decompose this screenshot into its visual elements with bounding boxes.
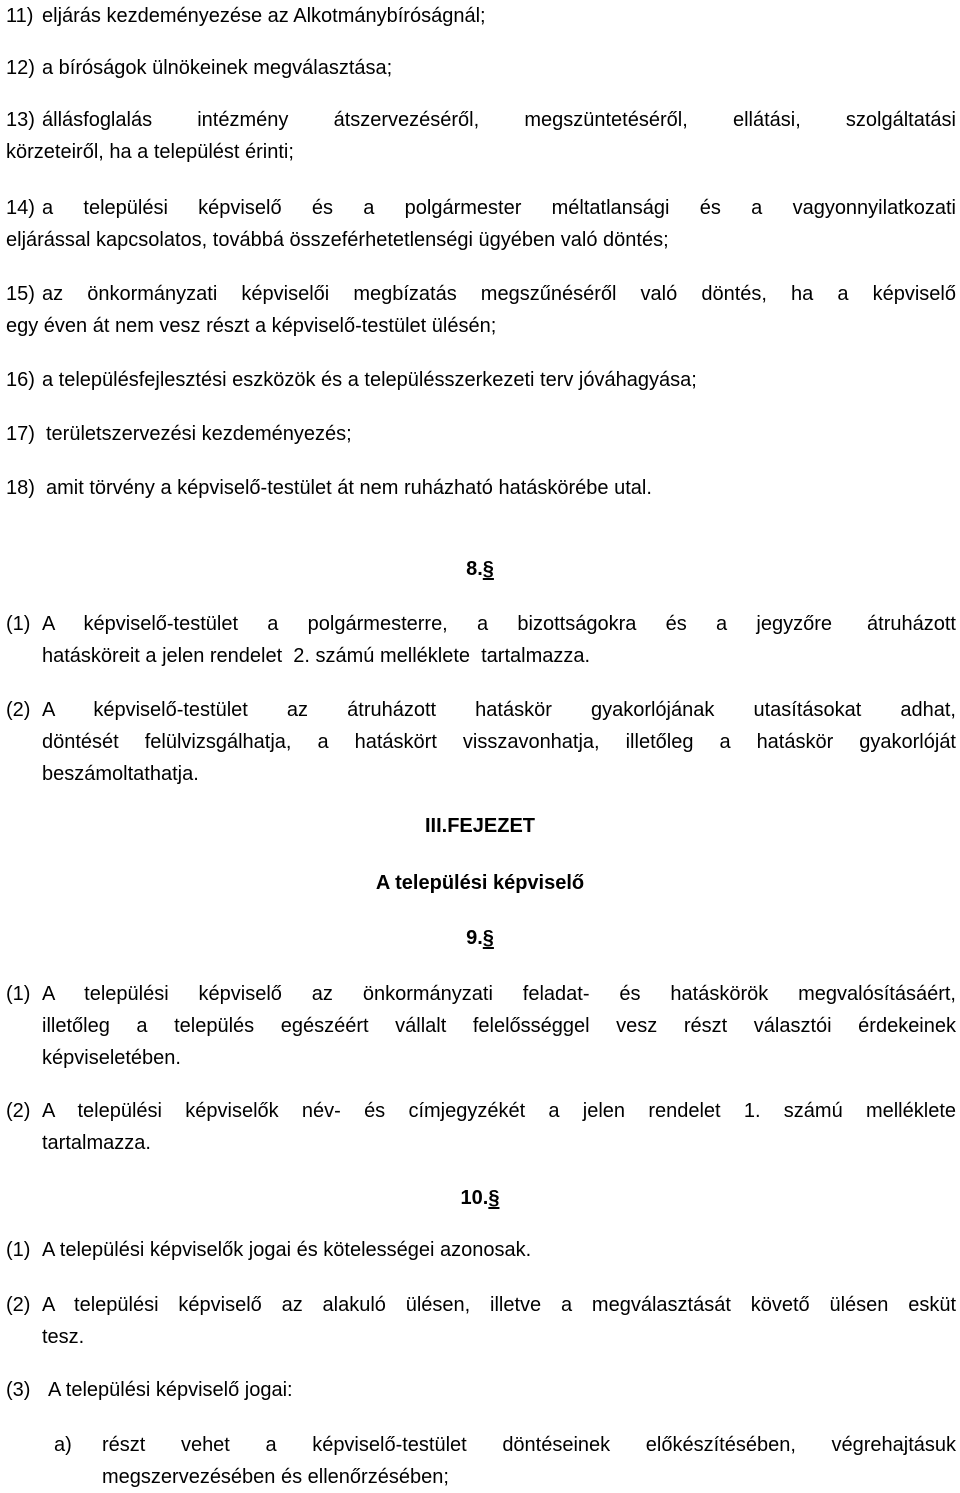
item-number: 13): [6, 109, 35, 131]
section-number: 10.: [460, 1187, 489, 1209]
paragraph-10-2: [6, 1289, 956, 1353]
paragraph-number: (2): [6, 1294, 31, 1316]
item-text: területszervezési kezdeményezés;: [46, 423, 352, 445]
paragraph-line1: A települési képviselő az önkormányzati feladat- és hatáskörök megvalósításáért,: [42, 983, 956, 1005]
section-number: 8.: [466, 558, 483, 580]
section-heading-9: [0, 922, 960, 954]
section-symbol: §: [488, 1187, 500, 1209]
item-number: 18): [6, 477, 35, 499]
list-item-14: [6, 192, 956, 256]
paragraph-line2: illetőleg a település egészéért vállalt felelősséggel vesz részt választói érdekeinek: [42, 1015, 956, 1037]
item-number: 12): [6, 57, 35, 79]
list-item-13: [6, 104, 956, 168]
paragraph-line3: beszámoltathatja.: [42, 763, 199, 785]
paragraph-9-1: [6, 978, 956, 1074]
section-symbol: §: [482, 558, 494, 580]
paragraph-text-end: átruházott: [867, 613, 956, 635]
item-text-line1: a települési képviselő és a polgármester méltatlansági és a vagyonnyilatkozati: [42, 197, 956, 219]
paragraph-number: (2): [6, 699, 31, 721]
item-text: amit törvény a képviselő-testület át nem ruházható hatáskörébe utal.: [46, 477, 652, 499]
paragraph-9-2: [6, 1095, 956, 1159]
paragraph-line1: A települési képviselő az alakuló ülésen, illetve a megválasztását követő ülésen esküt: [42, 1294, 956, 1316]
paragraph-number: (1): [6, 1239, 31, 1261]
section-heading-10: [0, 1182, 960, 1214]
item-text-line2: megszervezésében és ellenőrzésében;: [102, 1466, 449, 1488]
item-text-line2: egy éven át nem vesz részt a képviselő-testület ülésén;: [6, 315, 497, 337]
paragraph-number: (2): [6, 1100, 31, 1122]
paragraph-text: A települési képviselők jogai és kötelességei azonosak.: [42, 1239, 532, 1261]
paragraph-line1: A képviselő-testület az átruházott hatáskör gyakorlójának utasításokat adhat,: [42, 699, 956, 721]
section-heading-8: [0, 553, 960, 585]
paragraph-line2: döntését felülvizsgálhatja, a hatáskört visszavonhatja, illetőleg a hatáskör gyakorlóját: [42, 731, 956, 753]
item-text-line1: [42, 104, 956, 136]
item-text-line2: eljárással kapcsolatos, továbbá összeférhetetlenségi ügyében való döntés;: [6, 229, 669, 251]
list-item-17: [6, 418, 956, 450]
list-item-16: [6, 364, 956, 396]
paragraph-10-1: [6, 1234, 956, 1266]
list-item-11: [6, 0, 956, 32]
item-text-line1: az önkormányzati képviselői megbízatás megszűnéséről való döntés, ha a képviselő: [42, 283, 956, 305]
item-text: a településfejlesztési eszközök és a településszerkezeti terv jóváhagyása;: [42, 369, 697, 391]
chapter-title: III.FEJEZET: [424, 815, 536, 837]
list-item-12: [6, 52, 956, 84]
paragraph-8-1: [6, 608, 956, 672]
paragraph-text: A települési képviselő jogai:: [48, 1379, 293, 1401]
chapter-subtitle: A települési képviselő: [375, 872, 585, 894]
list-item-a: [54, 1429, 956, 1493]
item-number: 14): [6, 197, 35, 219]
item-number: 11): [6, 5, 34, 27]
paragraph-line3: képviseletében.: [42, 1047, 181, 1069]
section-symbol: §: [482, 927, 494, 949]
item-text-line2: körzeteiről, ha a települést érinti;: [6, 141, 294, 163]
item-text: eljárás kezdeményezése az Alkotmánybíróságnál;: [42, 5, 486, 27]
item-number: 15): [6, 283, 35, 305]
paragraph-8-2: [6, 694, 956, 790]
item-text: állásfoglalás intézmény átszervezéséről, megszüntetéséről, ellátási, szolgáltatási: [42, 109, 956, 131]
paragraph-10-3: [6, 1374, 956, 1406]
paragraph-number: (1): [6, 613, 31, 635]
list-item-18: [6, 472, 956, 504]
item-text-line1: részt vehet a képviselő-testület döntéseinek előkészítésében, végrehajtásuk: [102, 1434, 956, 1456]
paragraph-line2: hatásköreit a jelen rendelet 2. számú melléklete tartalmazza.: [42, 645, 591, 667]
paragraph-line2: tartalmazza.: [42, 1132, 151, 1154]
list-item-15: [6, 278, 956, 342]
paragraph-number: (1): [6, 983, 31, 1005]
section-number: 9.: [466, 927, 483, 949]
paragraph-line1: A települési képviselők név- és címjegyzékét a jelen rendelet 1. számú melléklete: [42, 1100, 956, 1122]
paragraph-line2: tesz.: [42, 1326, 85, 1348]
paragraph-text: A képviselő-testület a polgármesterre, a bizottságokra és a jegyzőre: [42, 613, 832, 635]
item-number: 16): [6, 369, 35, 391]
item-letter: a): [54, 1434, 72, 1456]
item-number: 17): [6, 423, 35, 445]
item-text: a bíróságok ülnökeinek megválasztása;: [42, 57, 393, 79]
paragraph-number: (3): [6, 1379, 31, 1401]
paragraph-line1: [42, 608, 956, 640]
